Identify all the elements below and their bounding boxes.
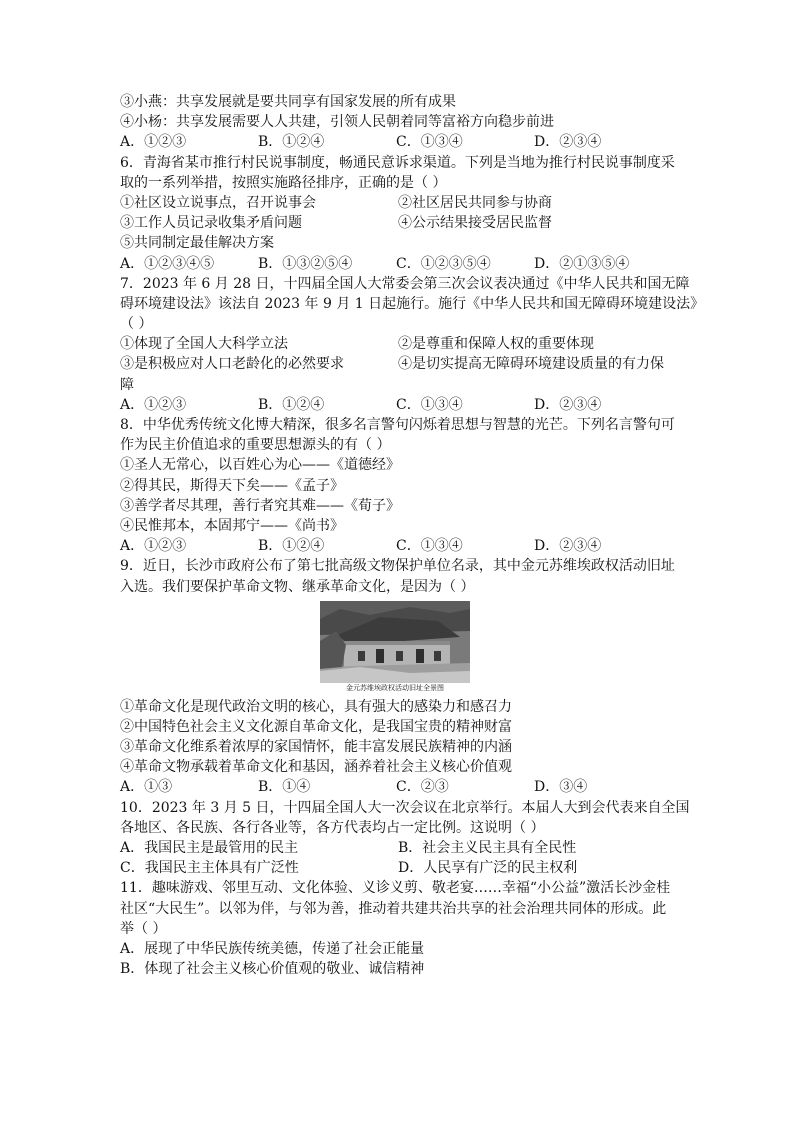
q11-stem-line-2: 社区“大民生”。以邻为伴，与邻为善，推动着共建共治共享的社会治理共同体的形成。此 xyxy=(120,900,667,917)
q8-option-2: ②得其民，斯得天下矣——《孟子》 xyxy=(120,477,344,494)
q5-choice-b: B．①②④ xyxy=(258,134,325,151)
q9-stem-line-1: 9．近日，长沙市政府公布了第七批高级文物保护单位名录，其中金元苏维埃政权活动旧址 xyxy=(120,558,675,575)
q8-choices xyxy=(120,536,700,556)
q9-figure xyxy=(320,601,470,693)
q6-choice-b: B．①③②⑤④ xyxy=(258,255,353,272)
q6-stem-line-1: 6．青海省某市推行村民说事制度，畅通民意诉求渠道。下列是当地为推行村民说事制度采 xyxy=(120,154,675,171)
q7-choice-a: A．①②③ xyxy=(120,396,187,413)
q9-choice-c: C．②③ xyxy=(396,779,449,796)
q7-choice-d: D．②③④ xyxy=(534,396,602,413)
q9-option-4: ④革命文物承载着革命文化和基因，涵养着社会主义核心价值观 xyxy=(120,759,512,776)
q7-option-2: ②是尊重和保障人权的重要体现 xyxy=(398,336,594,353)
q9-option-2: ②中国特色社会主义文化源自革命文化，是我国宝贵的精神财富 xyxy=(120,718,512,735)
q6-option-1: ①社区设立说事点，召开说事会 xyxy=(120,194,316,211)
q8-option-4: ④民惟邦本，本固邦宁——《尚书》 xyxy=(120,517,344,534)
q8-choice-d: D．②③④ xyxy=(534,538,602,555)
q7-stem-line-3: （ ） xyxy=(120,316,153,333)
q10-choice-a: A．我国民主是最管用的民主 xyxy=(120,840,299,856)
q6-option-3: ③工作人员记录收集矛盾问题 xyxy=(120,215,302,232)
q6-options-row-2 xyxy=(120,213,700,233)
q9-stem-line-2: 入选。我们要保护革命文物、继承革命文化，是因为（ ） xyxy=(120,578,475,595)
q10-stem-line-1: 10．2023 年 3 月 5 日，十四届全国人大一次会议在北京举行。本届人大到会代表来自全国 xyxy=(120,799,690,816)
q6-option-4: ④公示结果接受居民监督 xyxy=(398,215,552,232)
q5-choice-d: D．②③④ xyxy=(534,134,602,151)
q10-choices-row-2 xyxy=(120,858,700,878)
q6-choice-a: A．①②③④⑤ xyxy=(120,255,215,272)
q7-option-4: ④是切实提高无障碍环境建设质量的有力保 xyxy=(398,356,664,373)
q10-choices-row-1 xyxy=(120,838,700,858)
q7-options-row-1 xyxy=(120,334,700,354)
q5-choice-a: A．①②③ xyxy=(120,134,187,151)
q6-stem-line-2: 取的一系列举措，按照实施路径排序，正确的是（ ） xyxy=(120,174,447,191)
q9-choice-b: B．①④ xyxy=(258,779,311,796)
q10-choice-c: C．我国民主主体具有广泛性 xyxy=(120,860,299,877)
q7-choices xyxy=(120,395,700,415)
q9-option-3: ③革命文化维系着浓厚的家国情怀，能丰富发展民族精神的内涵 xyxy=(120,739,512,756)
q7-choice-c: C．①③④ xyxy=(396,396,463,413)
q7-option-1: ①体现了全国人大科学立法 xyxy=(120,336,288,353)
building-illustration xyxy=(320,601,470,683)
q7-options-row-2 xyxy=(120,354,700,374)
q8-stem-line-1: 8．中华优秀传统文化博大精深，很多名言警句闪烁着思想与智慧的光芒。下列名言警句可 xyxy=(120,417,675,433)
q6-options-row-1 xyxy=(120,193,700,213)
q7-choice-b: B．①②④ xyxy=(258,396,325,413)
exam-page xyxy=(120,92,705,979)
q5-choice-c: C．①③④ xyxy=(396,134,463,151)
q9-choice-d: D．③④ xyxy=(534,779,588,796)
q11-choice-a: A．展现了中华民族传统美德，传递了社会正能量 xyxy=(120,940,425,957)
q8-option-3: ③善学者尽其理，善行者究其难——《荀子》 xyxy=(120,497,400,514)
q11-stem-line-1: 11．趣味游戏、邻里互动、文化体验、义诊义剪、敬老宴……幸福“小公益”激活长沙金桂 xyxy=(120,880,671,897)
q8-stem-line-2: 作为民主价值追求的重要思想源头的有（ ） xyxy=(120,437,391,454)
q9-option-1: ①革命文化是现代政治文明的核心，具有强大的感染力和感召力 xyxy=(120,698,512,715)
q8-choice-b: B．①②④ xyxy=(258,538,325,555)
q10-choice-d: D．人民享有广泛的民主权利 xyxy=(398,860,578,877)
q8-option-1: ①圣人无常心，以百姓心为心——《道德经》 xyxy=(120,457,400,474)
q6-choices xyxy=(120,254,700,274)
revolutionary-site-photo xyxy=(320,601,470,683)
q6-choice-c: C．①②③⑤④ xyxy=(396,255,491,272)
q5-option-3: ③小燕：共享发展就是要共同享有国家发展的所有成果 xyxy=(120,94,456,110)
q7-option-4-cont: 障 xyxy=(120,376,134,393)
q7-option-3: ③是积极应对人口老龄化的必然要求 xyxy=(120,356,344,373)
q9-choices xyxy=(120,777,700,797)
q7-stem-line-1: 7．2023 年 6 月 28 日，十四届全国人大常委会第三次会议表决通过《中华人民共和国无障 xyxy=(120,275,690,292)
q5-option-4: ④小杨：共享发展需要人人共建，引领人民朝着同等富裕方向稳步前进 xyxy=(120,114,554,131)
q11-choice-b: B．体现了社会主义核心价值观的敬业、诚信精神 xyxy=(120,961,425,978)
q9-choice-a: A．①③ xyxy=(120,779,173,796)
figure-caption: 金元苏维埃政权活动旧址全景图 xyxy=(346,683,444,692)
q10-choice-b: B．社会主义民主具有全民性 xyxy=(398,840,577,856)
q6-choice-d: D．②①③⑤④ xyxy=(534,255,630,272)
q11-stem-line-3: 举（ ） xyxy=(120,920,167,937)
q6-option-5: ⑤共同制定最佳解决方案 xyxy=(120,235,274,252)
q5-choices xyxy=(120,132,700,152)
q7-stem-line-2: 碍环境建设法》该法自 2023 年 9 月 1 日起施行。施行《中华人民共和国无障碍环境建设法》 xyxy=(120,295,705,312)
q8-choice-c: C．①③④ xyxy=(396,538,463,555)
q6-option-2: ②社区居民共同参与协商 xyxy=(398,194,552,211)
q8-choice-a: A．①②③ xyxy=(120,538,187,555)
q10-stem-line-2: 各地区、各民族、各行各业等，各方代表均占一定比例。这说明（ ） xyxy=(120,819,545,836)
